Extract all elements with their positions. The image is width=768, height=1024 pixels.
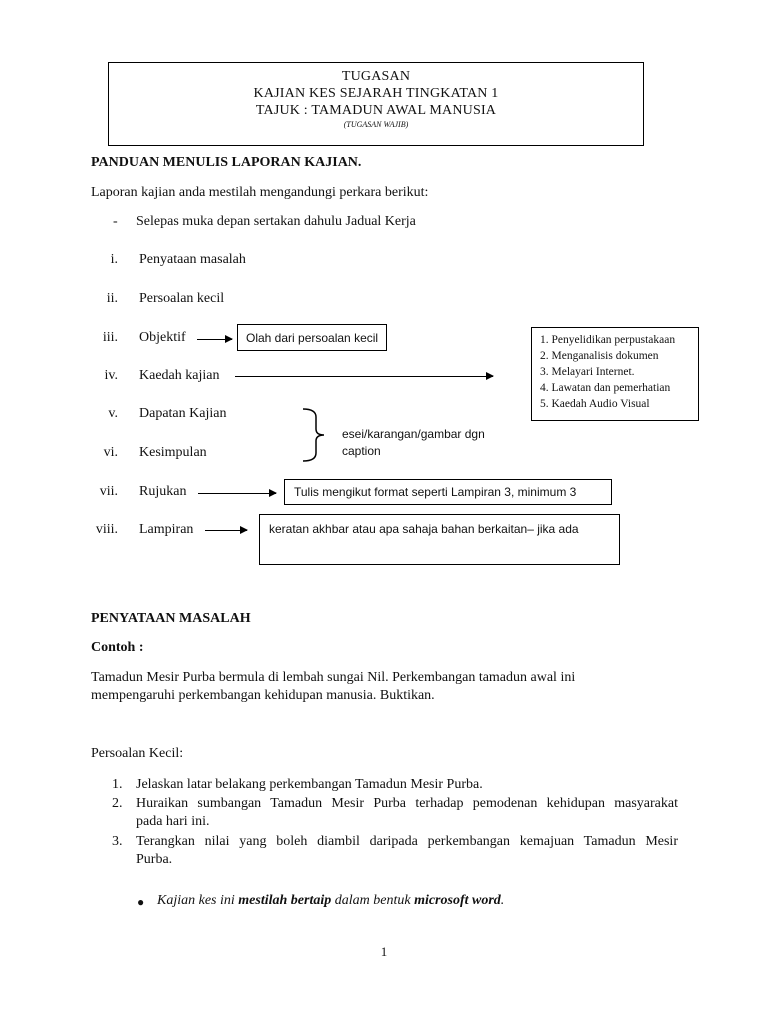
problem-statement-line: Tamadun Mesir Purba bermula di lembah sungai Nil. Perkembangan tamadun awal ini xyxy=(91,670,576,685)
problem-statement xyxy=(91,669,677,705)
question-text xyxy=(136,776,678,794)
question-number: 2. xyxy=(112,796,123,811)
item-label: Dapatan Kajian xyxy=(139,406,227,421)
problem-heading: PENYATAAN MASALAH xyxy=(91,611,251,626)
note-text: . xyxy=(500,893,505,908)
dapatan-note-line2: caption xyxy=(342,444,381,458)
item-number: ii. xyxy=(106,291,118,306)
item-label: Kaedah kajian xyxy=(139,368,220,383)
dapatan-note-line1: esei/karangan/gambar dgn xyxy=(342,427,485,441)
kaedah-list-item: 4. Lawatan dan pemerhatian xyxy=(540,382,671,394)
item-number: v. xyxy=(108,406,118,421)
lampiran-note: keratan akhbar atau apa sahaja bahan berkaitan– jika ada xyxy=(269,522,579,536)
bullet-icon: ● xyxy=(137,895,145,909)
kaedah-list-item: 2. Menganalisis dokumen xyxy=(540,350,659,362)
item-number: viii. xyxy=(95,522,118,537)
question-line: Jelaskan latar belakang perkembangan Tamadun Mesir Purba. xyxy=(136,777,483,792)
objektif-note-box xyxy=(237,324,387,351)
question-number: 1. xyxy=(112,777,123,792)
question-text xyxy=(136,833,678,869)
topic-title: TAJUK : TAMADUN AWAL MANUSIA xyxy=(255,103,497,118)
lampiran-arrow-icon xyxy=(205,530,247,531)
item-label: Objektif xyxy=(139,330,186,345)
item-number: vii. xyxy=(99,484,118,499)
item-label: Persoalan kecil xyxy=(139,291,225,306)
guide-heading: PANDUAN MENULIS LAPORAN KAJIAN. xyxy=(91,155,362,170)
question-line: Purba. xyxy=(136,852,173,867)
title-box xyxy=(108,62,644,146)
lampiran-note-box xyxy=(259,514,620,565)
note-text: Kajian kes ini xyxy=(157,893,239,908)
note-text: dalam bentuk xyxy=(331,893,415,908)
note-emphasis: mestilah bertaip xyxy=(238,893,332,908)
guide-intro: Laporan kajian anda mestilah mengandungi perkara berikut: xyxy=(91,185,429,200)
question-number: 3. xyxy=(112,834,123,849)
typing-requirement-note xyxy=(157,892,504,910)
sub-questions-heading: Persoalan Kecil: xyxy=(91,746,184,761)
kaedah-list-item: 5. Kaedah Audio Visual xyxy=(540,398,650,410)
objektif-arrow-icon xyxy=(197,339,232,340)
question-text xyxy=(136,795,678,831)
rujukan-arrow-icon xyxy=(198,493,276,494)
course-title: KAJIAN KES SEJARAH TINGKATAN 1 xyxy=(253,86,499,101)
item-label: Kesimpulan xyxy=(139,445,207,460)
dash-marker: - xyxy=(113,214,118,229)
rujukan-note: Tulis mengikut format seperti Lampiran 3, minimum 3 xyxy=(294,485,577,499)
item-number: i. xyxy=(110,252,118,267)
assignment-label: TUGASAN xyxy=(341,69,411,84)
kaedah-arrow-icon xyxy=(235,376,493,377)
item-label: Lampiran xyxy=(139,522,194,537)
item-number: iii. xyxy=(102,330,118,345)
dash-text: Selepas muka depan sertakan dahulu Jadual Kerja xyxy=(136,214,416,229)
item-label: Rujukan xyxy=(139,484,187,499)
question-line: Huraikan sumbangan Tamadun Mesir Purba terhadap pemodenan kehidupan masyarakat xyxy=(136,796,678,811)
kaedah-list-box xyxy=(531,327,699,421)
question-line: pada hari ini. xyxy=(136,814,210,829)
note-emphasis: microsoft word xyxy=(414,893,501,908)
example-label: Contoh : xyxy=(91,640,144,655)
curly-brace-icon xyxy=(300,407,330,463)
page-number: 1 xyxy=(380,944,388,959)
objektif-note: Olah dari persoalan kecil xyxy=(246,331,379,345)
problem-statement-line: mempengaruhi perkembangan kehidupan manusia. Buktikan. xyxy=(91,688,435,703)
item-number: vi. xyxy=(103,445,118,460)
rujukan-note-box xyxy=(284,479,612,505)
item-label: Penyataan masalah xyxy=(139,252,246,267)
question-line: Terangkan nilai yang boleh diambil daripada perkembangan kemajuan Tamadun Mesir xyxy=(136,834,678,849)
kaedah-list-item: 3. Melayari Internet. xyxy=(540,366,635,378)
item-number: iv. xyxy=(104,368,118,383)
mandatory-note: (TUGASAN WAJIB) xyxy=(343,120,409,129)
kaedah-list-item: 1. Penyelidikan perpustakaan xyxy=(540,334,676,346)
